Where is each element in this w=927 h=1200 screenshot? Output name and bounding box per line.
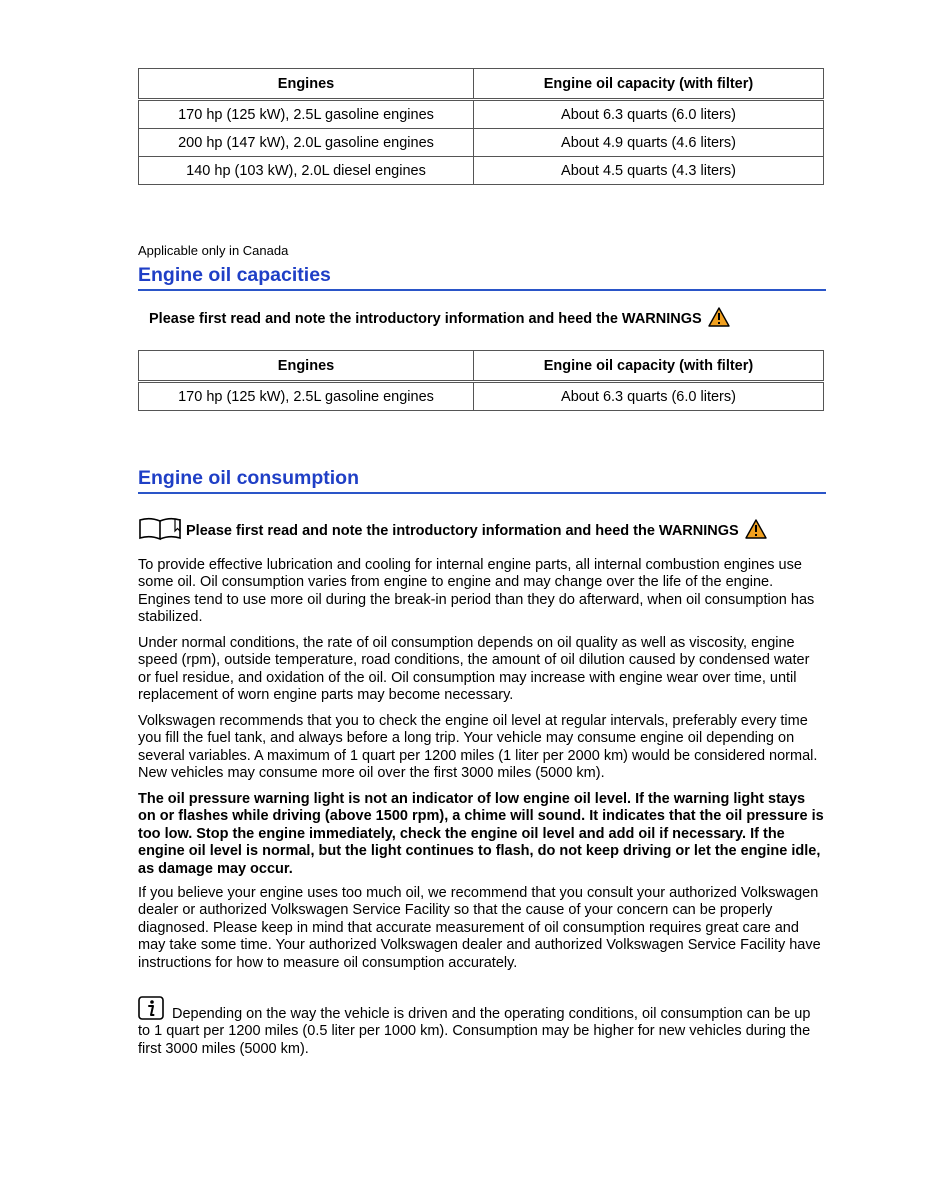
table-row <box>139 382 824 411</box>
warnings-notice-text: Please first read and note the introductory information and heed the WARNINGS <box>149 311 702 327</box>
table-cell: About 4.9 quarts (4.6 liters) <box>474 129 824 157</box>
table-header-engines: Engines <box>139 351 474 382</box>
warning-triangle-icon[interactable] <box>745 519 767 543</box>
warning-triangle-icon[interactable] <box>708 307 730 331</box>
section-title-capacities: Engine oil capacities <box>138 264 826 291</box>
table-cell: About 6.3 quarts (6.0 liters) <box>474 382 824 411</box>
oil-capacity-table-canada <box>138 350 824 411</box>
paragraph-normal-conditions: Under normal conditions, the rate of oil consumption depends on oil quality as well as viscosity, engine speed (rpm), outside temperature, road conditions, the amount of oil dilution caused by condensed water or fuel residue, and oxidation of the oil. Oil consumption may increase with engine wear over time, until replacement of worn engine parts may become necessary. <box>138 635 810 704</box>
table-row <box>139 100 824 129</box>
warnings-notice-text: Please first read and note the introductory information and heed the WARNINGS <box>186 523 739 539</box>
paragraph-recommendation: Volkswagen recommends that you to check the engine oil level at regular intervals, preferably every time you fill the fuel tank, and always before a long trip. Your vehicle may consume engine oil depending on several variables. A maximum of 1 quart per 1200 miles (1 liter per 2000 km) would be considered normal. New vehicles may consume more oil over the first 3000 miles (5000 km). <box>138 713 818 782</box>
oil-capacity-table-us <box>138 68 824 185</box>
table-header-capacity: Engine oil capacity (with filter) <box>474 69 824 100</box>
table-row <box>139 157 824 185</box>
table-header-row <box>139 69 824 100</box>
warnings-notice-consumption <box>138 517 767 545</box>
table-cell: About 6.3 quarts (6.0 liters) <box>474 100 824 129</box>
paragraph-oil-pressure-warning: The oil pressure warning light is not an indicator of low engine oil level. If the warning light stays on or flashes while driving (above 1500 rpm), a chime will sound. It indicates that the oil pressure is too low. Stop the engine immediately, check the engine oil level and add oil if necessary. If the engine oil level is normal, but the light continues to flash, do not keep driving or let the engine idle, as damage may occur. <box>138 791 824 877</box>
book-icon[interactable] <box>138 517 184 545</box>
table-cell: About 4.5 quarts (4.3 liters) <box>474 157 824 185</box>
canada-applicability-note: Applicable only in Canada <box>138 243 289 258</box>
info-note-text: Depending on the way the vehicle is driven and the operating conditions, oil consumption can be up to 1 quart per 1200 miles (0.5 liter per 1000 km). Consumption may be higher for new vehicles during the first 3000 miles (5000 km). <box>138 1006 811 1057</box>
table-header-row <box>139 351 824 382</box>
paragraph-consult-dealer: If you believe your engine uses too much oil, we recommend that you consult your authorized Volkswagen dealer or authorized Volkswagen Service Facility so that the cause of your concern can be properly diagnosed. Please keep in mind that accurate measurement of oil consumption requires great care and may take some time. Your authorized Volkswagen dealer and authorized Volkswagen Service Facility have instructions for how to measure oil consumption accurately. <box>138 885 821 971</box>
table-cell: 140 hp (103 kW), 2.0L diesel engines <box>139 157 474 185</box>
table-row <box>139 129 824 157</box>
table-cell: 170 hp (125 kW), 2.5L gasoline engines <box>139 100 474 129</box>
section-title-consumption: Engine oil consumption <box>138 467 826 494</box>
table-cell: 200 hp (147 kW), 2.0L gasoline engines <box>139 129 474 157</box>
table-header-capacity: Engine oil capacity (with filter) <box>474 351 824 382</box>
table-cell: 170 hp (125 kW), 2.5L gasoline engines <box>139 382 474 411</box>
paragraph-lubrication: To provide effective lubrication and cooling for internal engine parts, all internal combustion engines use some oil. Oil consumption varies from engine to engine and may change over the life of the engine. Engines tend to use more oil during the break-in period than they do afterward, when oil consumption has stabilized. <box>138 557 815 626</box>
table-header-engines: Engines <box>139 69 474 100</box>
warnings-notice-capacities <box>149 307 730 331</box>
